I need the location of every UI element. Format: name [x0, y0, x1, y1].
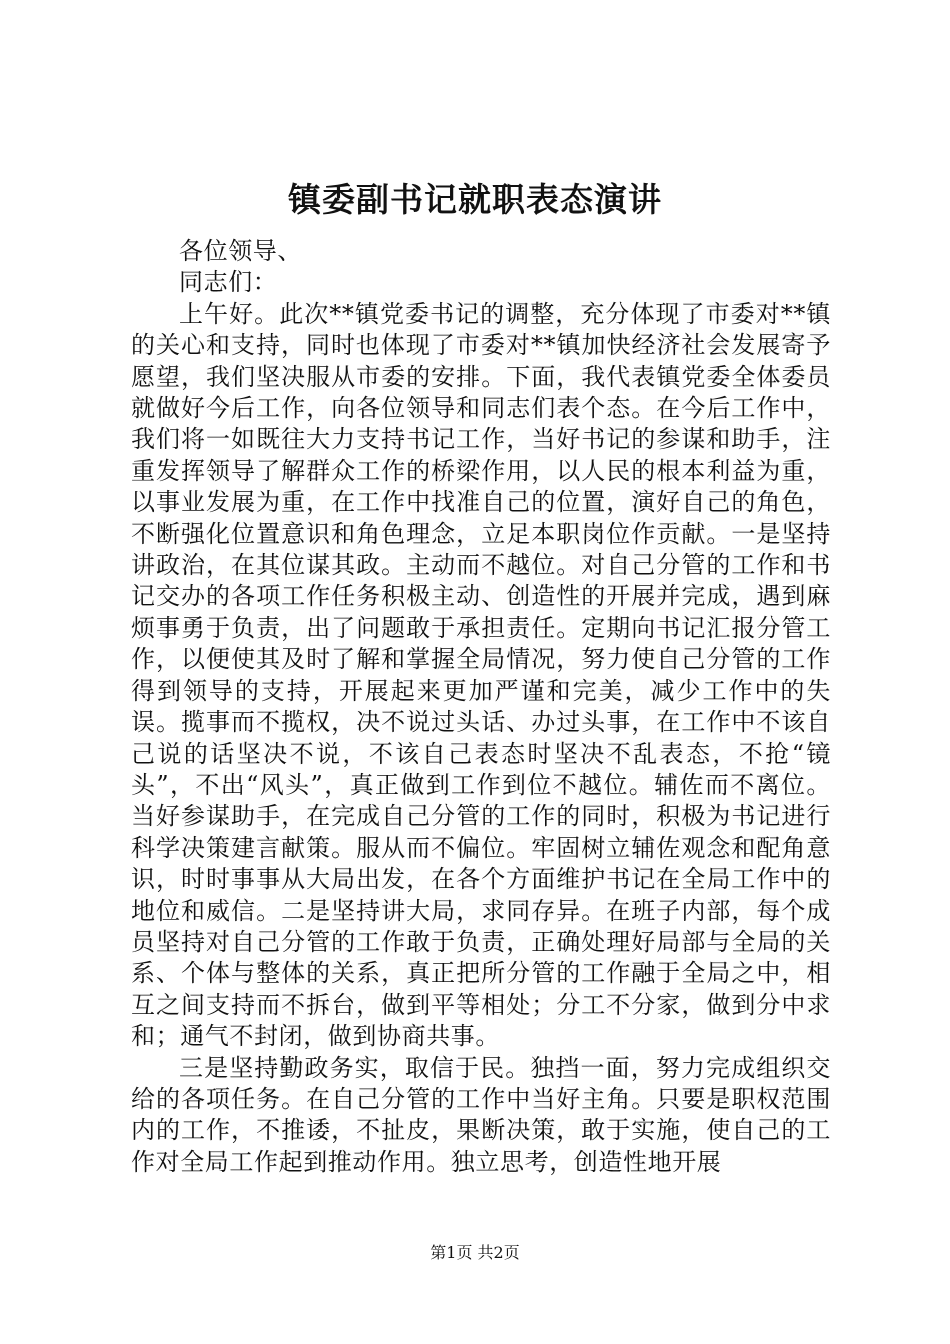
page-footer: 第1页 共2页: [430, 1243, 520, 1262]
body-paragraph: 上午好。此次**镇党委书记的调整，充分体现了市委对**镇的关心和支持，同时也体现了市委对**镇加快经济社会发展寄予愿望，我们坚决服从市委的安排。下面，我代表镇党委全体委员就做好今后工作，向各位领导和同志们表个态。在今后工作中，我们将一如既往大力支持书记工作，当好书记的参谋和助手，注重发挥领导了解群众工作的桥梁作用，以人民的根本利益为重，以事业发展为重，在工作中找准自己的位置，演好自己的角色，不断强化位置意识和角色理念，立足本职岗位作贡献。一是坚持讲政治，在其位谋其政。主动而不越位。对自己分管的工作和书记交办的各项工作任务积极主动、创造性的开展并完成，遇到麻烦事勇于负责，出了问题敢于承担责任。定期向书记汇报分管工作，以便使其及时了解和掌握全局情况，努力使自己分管的工作得到领导的支持，开展起来更加严谨和完美，减少工作中的失误。揽事而不揽权，决不说过头话、办过头事，在工作中不该自己说的话坚决不说，不该自己表态时坚决不乱表态，不抢“镜头”，不出“风头”，真正做到工作到位不越位。辅佐而不离位。当好参谋助手，在完成自己分管的工作的同时，积极为书记进行科学决策建言献策。服从而不偏位。牢固树立辅佐观念和配角意识，时时事事从大局出发，在各个方面维护书记在全局工作中的地位和威信。二是坚持讲大局，求同存异。在班子内部，每个成员坚持对自己分管的工作敢于负责，正确处理好局部与全局的关系、个体与整体的关系，真正把所分管的工作融于全局之中，相互之间支持而不拆台，做到平等相处；分工不分家，做到分中求和；通气不封闭，做到协商共事。: [131, 299, 831, 1051]
document-body: [131, 236, 831, 1178]
salutation-line: 各位领导、: [179, 237, 302, 265]
salutation-line: 同志们：: [179, 268, 278, 297]
document-title: 镇委副书记就职表态演讲: [288, 180, 662, 219]
body-paragraph: 三是坚持勤政务实，取信于民。独挡一面，努力完成组织交给的各项任务。在自己分管的工作中当好主角。只要是职权范围内的工作，不推诿，不扯皮，果断决策，敢于实施，使自己的工作对全局工作起到推动作用。独立思考，创造性地开展: [131, 1053, 831, 1176]
